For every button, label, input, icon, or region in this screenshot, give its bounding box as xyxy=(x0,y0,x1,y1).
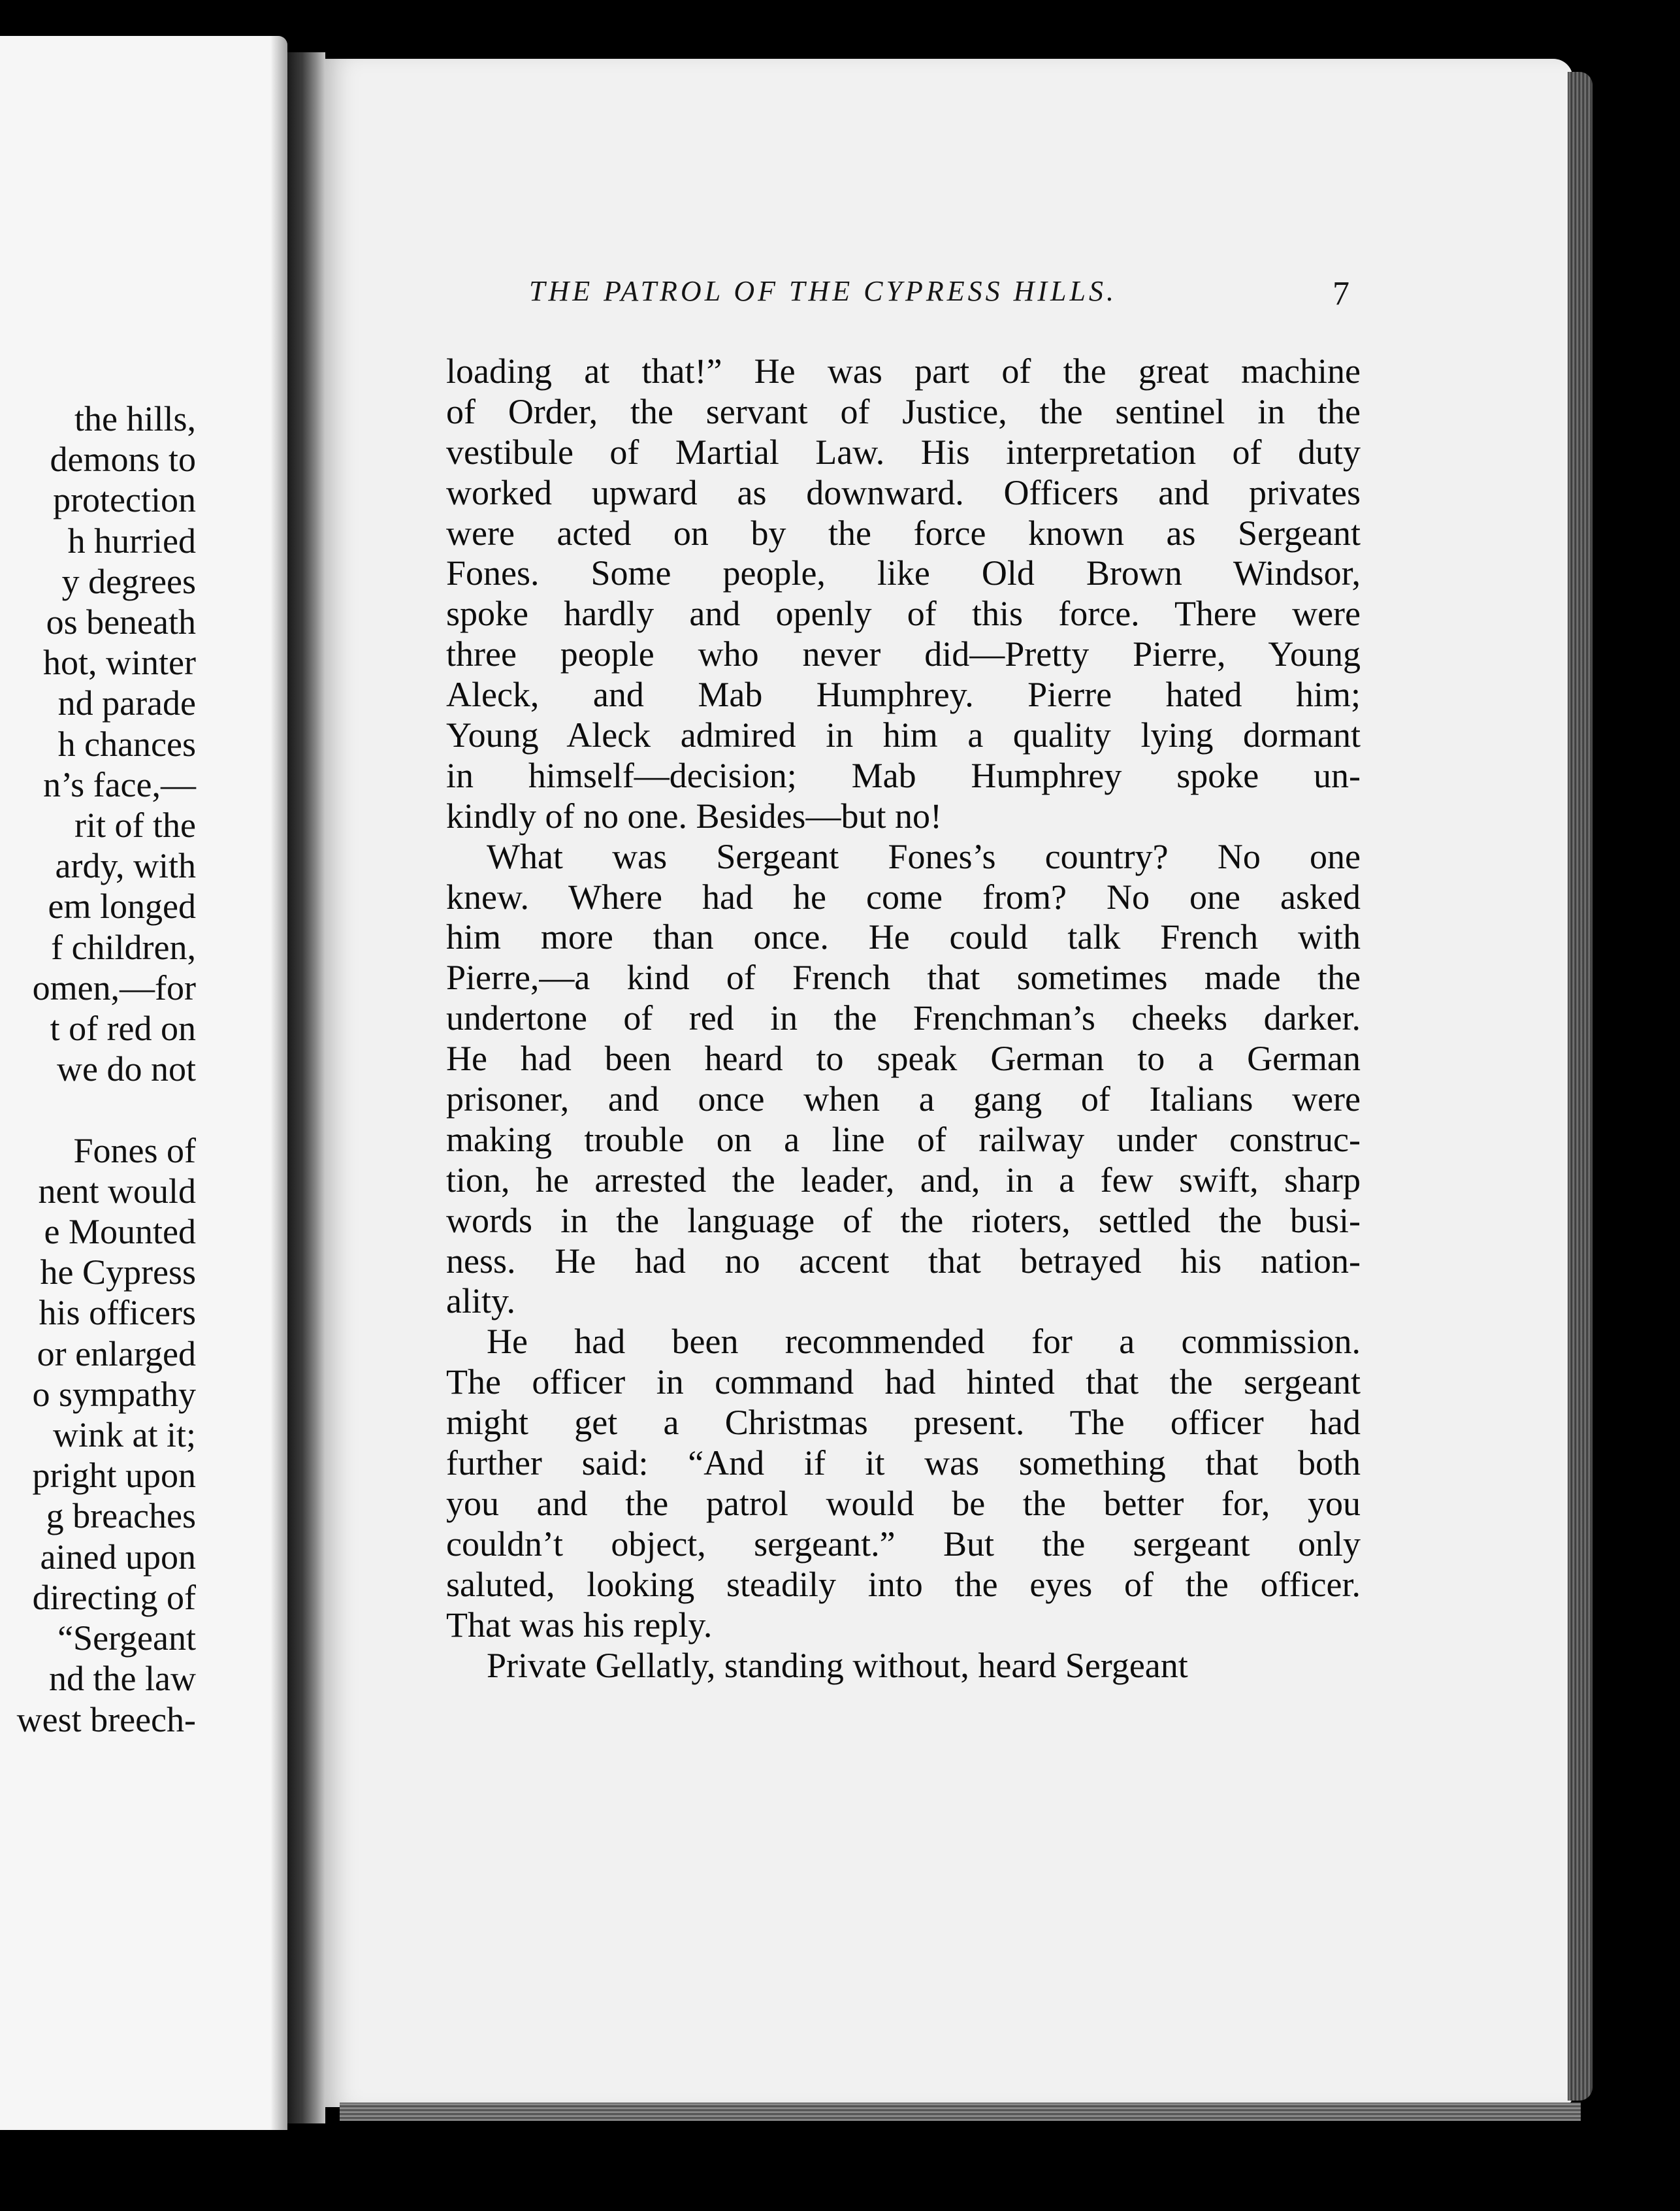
text-line: saluted, looking steadily into the eyes of the officer. xyxy=(446,1564,1361,1604)
text-line: making trouble on a line of railway under construc- xyxy=(446,1119,1361,1159)
text-line: loading at that!” He was part of the great machine xyxy=(446,352,1361,391)
text-line: of Order, the servant of Justice, the sentinel in the xyxy=(446,391,1361,431)
text-line: undertone of red in the Frenchman’s cheeks darker. xyxy=(446,998,1361,1038)
text-line: spoke hardly and openly of this force. There were xyxy=(446,594,1361,634)
left-page-shadow xyxy=(270,36,287,2130)
left-page-line: “Sergeant xyxy=(57,1618,196,1658)
text-line: kindly of no one. Besides—but no! xyxy=(446,796,942,836)
text-line: prisoner, and once when a gang of Italians were xyxy=(446,1079,1361,1119)
left-page-line: west breech- xyxy=(16,1699,196,1739)
left-page-line: os beneath xyxy=(46,602,196,642)
left-page-line: t of red on xyxy=(50,1009,196,1049)
left-page xyxy=(0,36,287,2130)
left-page-line: or enlarged xyxy=(37,1334,196,1373)
left-page-line: hot, winter xyxy=(43,643,196,683)
text-line: worked upward as downward. Officers and privates xyxy=(446,472,1361,512)
left-page-line: nd the law xyxy=(49,1659,196,1699)
text-line: were acted on by the force known as Sergeant xyxy=(446,513,1361,553)
page-number: 7 xyxy=(1333,275,1349,312)
left-page-line: y degrees xyxy=(61,561,196,601)
left-page-line: nd parade xyxy=(57,683,196,723)
left-page-line: Fones of xyxy=(73,1130,196,1170)
left-page-line: em longed xyxy=(48,887,196,926)
text-line: might get a Christmas present. The officer had xyxy=(446,1403,1361,1443)
text-line: He had been heard to speak German to a German xyxy=(446,1039,1361,1079)
text-line: you and the patrol would be the better for, you xyxy=(446,1483,1361,1523)
left-page-line: e Mounted xyxy=(44,1212,196,1252)
left-page-line: directing of xyxy=(32,1577,196,1617)
text-line: ality. xyxy=(446,1281,515,1321)
text-line: further said: “And if it was something that both xyxy=(446,1443,1361,1483)
left-page-line: demons to xyxy=(50,440,196,480)
left-page-line: he Cypress xyxy=(40,1253,196,1292)
left-page-line: we do not xyxy=(57,1049,196,1089)
text-line: words in the language of the rioters, settled the busi- xyxy=(446,1200,1361,1240)
paragraph xyxy=(446,837,1361,1322)
text-line: The officer in command had hinted that the sergeant xyxy=(446,1362,1361,1402)
left-page-line: omen,—for xyxy=(32,968,196,1007)
left-page-line: n’s face,— xyxy=(43,764,196,804)
left-page-line: pright upon xyxy=(32,1456,196,1496)
text-line: Pierre,—a kind of French that sometimes made the xyxy=(446,958,1361,998)
page-bottom-edges xyxy=(340,2103,1581,2121)
book-gutter xyxy=(287,52,325,2123)
text-line: him more than once. He could talk French with xyxy=(446,917,1361,957)
left-page-line: his officers xyxy=(39,1293,196,1333)
text-line: Young Aleck admired in him a quality lying dormant xyxy=(446,715,1361,755)
paragraph xyxy=(446,1322,1361,1645)
text-line: three people who never did—Pretty Pierre, Young xyxy=(446,634,1361,674)
left-page-line: the hills, xyxy=(74,399,196,438)
left-page-line: rit of the xyxy=(74,806,196,845)
left-page-line: protection xyxy=(53,480,196,520)
text-line: Aleck, and Mab Humphrey. Pierre hated him; xyxy=(446,675,1361,715)
running-head: THE PATROL OF THE CYPRESS HILLS. xyxy=(529,275,1117,307)
left-page-line: nent would xyxy=(38,1171,196,1211)
left-page-line xyxy=(0,1089,196,1130)
text-line: He had been recommended for a commission. xyxy=(487,1322,1361,1362)
text-line: vestibule of Martial Law. His interpretation of duty xyxy=(446,432,1361,472)
page-edges xyxy=(1568,72,1592,2101)
left-page-line: ained upon xyxy=(40,1537,196,1577)
left-page-text xyxy=(0,399,196,1740)
text-line: That was his reply. xyxy=(446,1605,713,1645)
text-line: in himself—decision; Mab Humphrey spoke un- xyxy=(446,755,1361,795)
left-page-line: wink at it; xyxy=(53,1415,196,1455)
paragraph xyxy=(446,1646,1361,1686)
left-page-line: o sympathy xyxy=(32,1374,196,1414)
body-text xyxy=(446,352,1361,1686)
paragraph xyxy=(446,352,1361,837)
text-line: Private Gellatly, standing without, heard Sergeant xyxy=(487,1645,1188,1685)
left-page-line: g breaches xyxy=(46,1496,196,1536)
left-page-line: ardy, with xyxy=(55,846,196,886)
left-page-line: h hurried xyxy=(67,521,196,561)
text-line: knew. Where had he come from? No one asked xyxy=(446,877,1361,917)
text-line: Fones. Some people, like Old Brown Windsor, xyxy=(446,553,1361,593)
left-page-line: f children, xyxy=(51,927,196,967)
text-line: What was Sergeant Fones’s country? No one xyxy=(487,836,1361,876)
text-line: couldn’t object, sergeant.” But the sergeant only xyxy=(446,1524,1361,1564)
text-line: tion, he arrested the leader, and, in a few swift, sharp xyxy=(446,1160,1361,1200)
text-line: ness. He had no accent that betrayed his nation- xyxy=(446,1241,1361,1281)
left-page-line: h chances xyxy=(57,724,196,764)
